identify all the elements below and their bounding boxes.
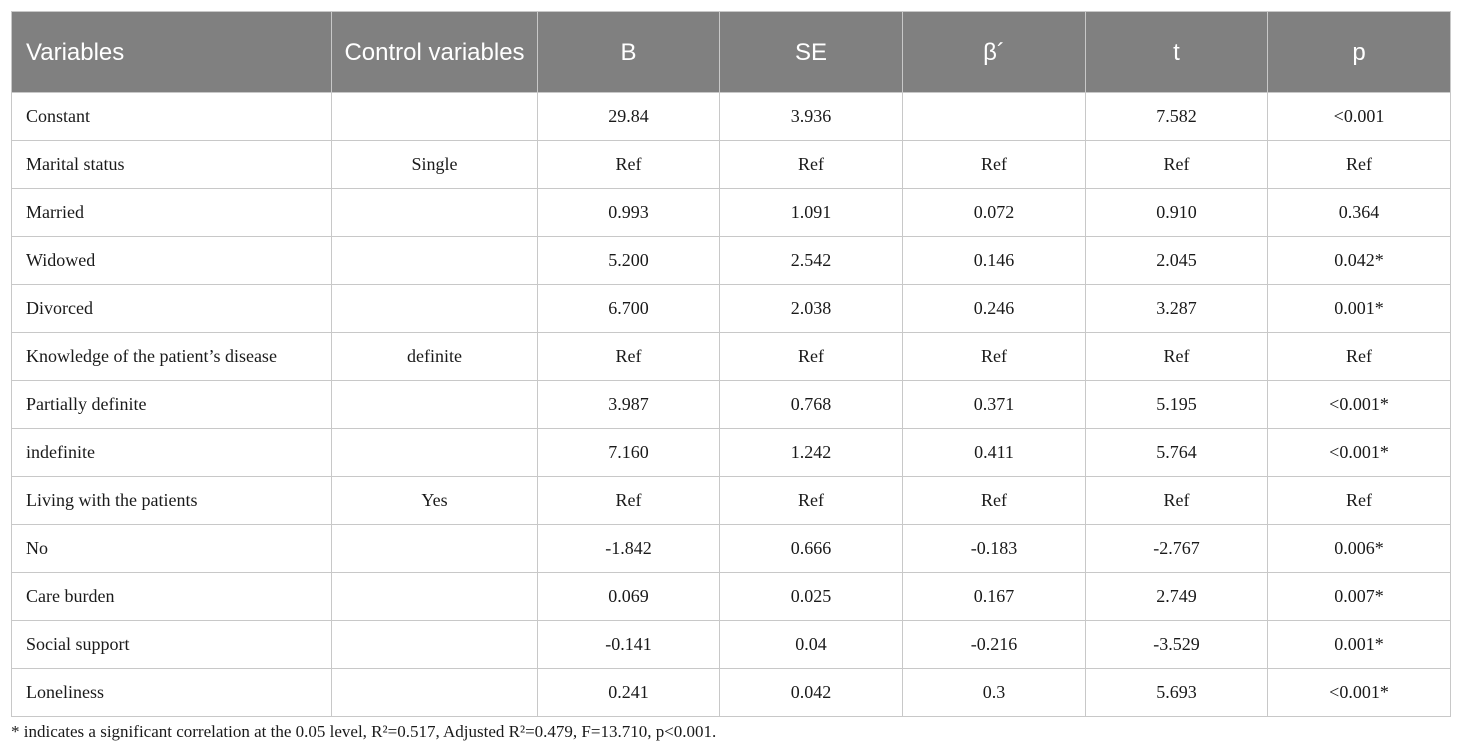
cell-t: 3.287 xyxy=(1086,285,1268,333)
cell-p: <0.001 xyxy=(1268,93,1451,141)
cell-control xyxy=(332,525,538,573)
cell-p: 0.006* xyxy=(1268,525,1451,573)
cell-control xyxy=(332,237,538,285)
table-row xyxy=(12,525,1451,573)
regression-table-container xyxy=(11,11,1450,717)
cell-control xyxy=(332,621,538,669)
cell-variable: Partially definite xyxy=(12,381,332,429)
cell-control: definite xyxy=(332,333,538,381)
cell-t: 5.764 xyxy=(1086,429,1268,477)
cell-variable: Living with the patients xyxy=(12,477,332,525)
cell-p: <0.001* xyxy=(1268,381,1451,429)
table-row xyxy=(12,141,1451,189)
cell-b: Ref xyxy=(538,141,720,189)
table-row xyxy=(12,621,1451,669)
table-row xyxy=(12,429,1451,477)
cell-variable: Divorced xyxy=(12,285,332,333)
cell-b: 0.241 xyxy=(538,669,720,717)
table-row xyxy=(12,477,1451,525)
header-b: B xyxy=(538,12,720,93)
header-beta: β´ xyxy=(903,12,1086,93)
table-row xyxy=(12,381,1451,429)
table-row xyxy=(12,333,1451,381)
table-row xyxy=(12,189,1451,237)
cell-se: 0.025 xyxy=(720,573,903,621)
cell-p: Ref xyxy=(1268,141,1451,189)
cell-se: 0.666 xyxy=(720,525,903,573)
cell-se: Ref xyxy=(720,333,903,381)
cell-t: 5.195 xyxy=(1086,381,1268,429)
cell-beta xyxy=(903,93,1086,141)
cell-variable: indefinite xyxy=(12,429,332,477)
cell-b: Ref xyxy=(538,333,720,381)
cell-se: 0.04 xyxy=(720,621,903,669)
cell-variable: Knowledge of the patient’s disease xyxy=(12,333,332,381)
cell-p: 0.007* xyxy=(1268,573,1451,621)
cell-t: 7.582 xyxy=(1086,93,1268,141)
cell-b: 6.700 xyxy=(538,285,720,333)
table-row xyxy=(12,237,1451,285)
cell-p: <0.001* xyxy=(1268,669,1451,717)
cell-t: 0.910 xyxy=(1086,189,1268,237)
cell-t: Ref xyxy=(1086,333,1268,381)
cell-p: Ref xyxy=(1268,477,1451,525)
cell-variable: Widowed xyxy=(12,237,332,285)
cell-se: 0.042 xyxy=(720,669,903,717)
cell-p: 0.001* xyxy=(1268,621,1451,669)
cell-t: 2.045 xyxy=(1086,237,1268,285)
cell-control xyxy=(332,93,538,141)
cell-variable: No xyxy=(12,525,332,573)
cell-control: Single xyxy=(332,141,538,189)
cell-beta: Ref xyxy=(903,477,1086,525)
cell-t: -2.767 xyxy=(1086,525,1268,573)
cell-t: -3.529 xyxy=(1086,621,1268,669)
cell-b: -1.842 xyxy=(538,525,720,573)
cell-b: 5.200 xyxy=(538,237,720,285)
cell-se: 1.242 xyxy=(720,429,903,477)
cell-variable: Loneliness xyxy=(12,669,332,717)
table-row xyxy=(12,669,1451,717)
regression-table xyxy=(11,11,1451,717)
cell-control xyxy=(332,285,538,333)
cell-b: -0.141 xyxy=(538,621,720,669)
cell-b: Ref xyxy=(538,477,720,525)
table-row xyxy=(12,285,1451,333)
cell-beta: 0.3 xyxy=(903,669,1086,717)
cell-control: Yes xyxy=(332,477,538,525)
cell-se: 2.038 xyxy=(720,285,903,333)
cell-beta: 0.167 xyxy=(903,573,1086,621)
cell-beta: 0.146 xyxy=(903,237,1086,285)
cell-variable: Care burden xyxy=(12,573,332,621)
cell-control xyxy=(332,189,538,237)
cell-control xyxy=(332,381,538,429)
cell-p: Ref xyxy=(1268,333,1451,381)
header-variables: Variables xyxy=(12,12,332,93)
cell-se: 2.542 xyxy=(720,237,903,285)
cell-control xyxy=(332,669,538,717)
header-row xyxy=(12,12,1451,93)
cell-control xyxy=(332,573,538,621)
cell-variable: Constant xyxy=(12,93,332,141)
cell-beta: Ref xyxy=(903,141,1086,189)
cell-beta: -0.216 xyxy=(903,621,1086,669)
cell-se: Ref xyxy=(720,141,903,189)
table-body xyxy=(12,93,1451,717)
cell-variable: Marital status xyxy=(12,141,332,189)
cell-p: 0.001* xyxy=(1268,285,1451,333)
cell-t: Ref xyxy=(1086,477,1268,525)
cell-b: 0.069 xyxy=(538,573,720,621)
cell-b: 0.993 xyxy=(538,189,720,237)
cell-p: 0.364 xyxy=(1268,189,1451,237)
cell-variable: Married xyxy=(12,189,332,237)
cell-se: Ref xyxy=(720,477,903,525)
table-row xyxy=(12,93,1451,141)
cell-p: <0.001* xyxy=(1268,429,1451,477)
cell-b: 7.160 xyxy=(538,429,720,477)
cell-b: 3.987 xyxy=(538,381,720,429)
cell-se: 3.936 xyxy=(720,93,903,141)
header-t: t xyxy=(1086,12,1268,93)
header-control-variables: Control variables xyxy=(332,12,538,93)
cell-se: 0.768 xyxy=(720,381,903,429)
cell-beta: 0.411 xyxy=(903,429,1086,477)
cell-beta: 0.072 xyxy=(903,189,1086,237)
table-row xyxy=(12,573,1451,621)
cell-control xyxy=(332,429,538,477)
header-p: p xyxy=(1268,12,1451,93)
cell-t: Ref xyxy=(1086,141,1268,189)
cell-p: 0.042* xyxy=(1268,237,1451,285)
cell-beta: -0.183 xyxy=(903,525,1086,573)
header-se: SE xyxy=(720,12,903,93)
cell-se: 1.091 xyxy=(720,189,903,237)
cell-beta: Ref xyxy=(903,333,1086,381)
cell-b: 29.84 xyxy=(538,93,720,141)
cell-beta: 0.246 xyxy=(903,285,1086,333)
cell-variable: Social support xyxy=(12,621,332,669)
cell-beta: 0.371 xyxy=(903,381,1086,429)
cell-t: 5.693 xyxy=(1086,669,1268,717)
cell-t: 2.749 xyxy=(1086,573,1268,621)
table-footnote: * indicates a significant correlation at the 0.05 level, R²=0.517, Adjusted R²=0.479, F=13.710, p<0.001. xyxy=(11,722,717,741)
